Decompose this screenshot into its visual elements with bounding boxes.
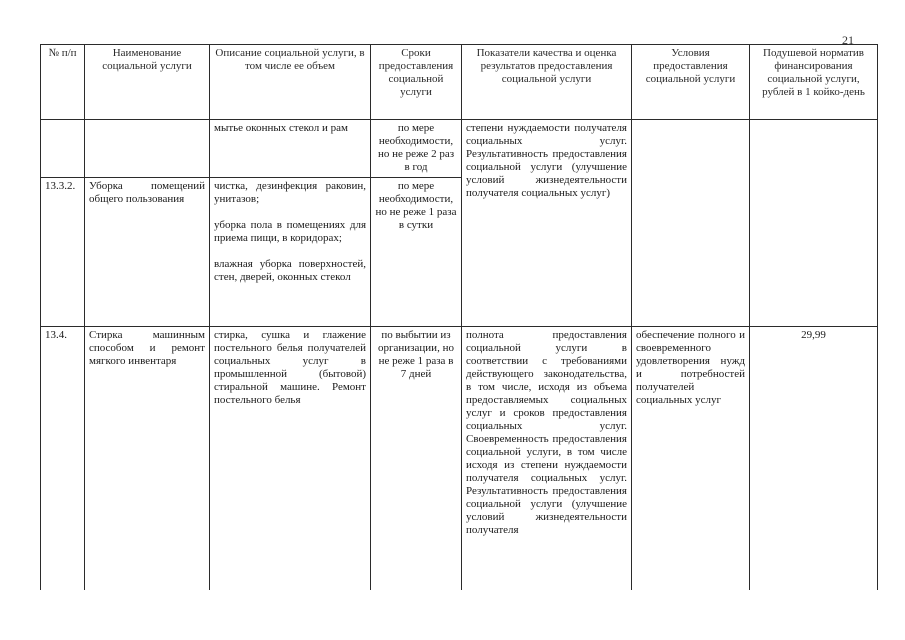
cell-description (210, 327, 371, 591)
cell-conditions (632, 120, 750, 327)
cell-service-name: Уборка помещений общего пользования (85, 178, 210, 327)
header-description: Описание социальной услуги, в том числе ее объем (210, 45, 371, 120)
cell-number: 13.4. (41, 327, 85, 591)
cell-terms: по мере необходимости, но не реже 2 раз в год (371, 120, 462, 178)
description-item: влажная уборка поверхностей, стен, дверей, оконных стекол (214, 258, 366, 283)
cell-service-name: Стирка машинным способом и ремонт мягкого инвентаря (85, 327, 210, 591)
services-table (40, 44, 878, 590)
page-number: 21 (842, 33, 854, 47)
cell-conditions: обеспечение полного и своевременного удовлетворения нужд и потребностей получателей социальных услуг (632, 327, 750, 591)
cell-terms: по выбытии из организации, но не реже 1 раза в 7 дней (371, 327, 462, 591)
header-terms: Сроки предоставления социальной услуги (371, 45, 462, 120)
table-row (41, 327, 878, 591)
description-item: стирка, сушка и глажение постельного белья получателей социальных услуг в промышленной (бытовой) стиральной машине. Ремонт постельного белья (214, 329, 366, 406)
header-service-name: Наименование социальной услуги (85, 45, 210, 120)
cell-service-name (85, 120, 210, 178)
cell-quality: степени нуждаемости получателя социальных услуг. Результативность предоставления социальной услуги (улучшение условий жизнедеятельности получателя социальных услуг) (462, 120, 632, 327)
header-quality: Показатели качества и оценка результатов предоставления социальной услуги (462, 45, 632, 120)
cell-quality: полнота предоставления социальной услуги в соответствии с требованиями действующего законодательства, в том числе, исходя из объема предоставляемых социальных услуг и сроков предоставления социальных услуг. Своевременность предоставления социальной услуги, в том числе исходя из степени нуждаемости получателя социальных услуг. Результативность предоставления социальной услуги (улучшение условий жизнедеятельности получателя (462, 327, 632, 591)
description-item: мытье оконных стекол и рам (214, 122, 348, 134)
table-header-row (41, 45, 878, 120)
header-norm: Подушевой норматив финансирования социальной услуги, рублей в 1 койко-день (750, 45, 878, 120)
cell-terms: по мере необходимости, но не реже 1 раза в сутки (371, 178, 462, 327)
description-item: чистка, дезинфекция раковин, унитазов; (214, 180, 366, 205)
table-row (41, 120, 878, 178)
cell-number: 13.3.2. (41, 178, 85, 327)
cell-number (41, 120, 85, 178)
cell-description (210, 120, 371, 178)
header-conditions: Условия предоставления социальной услуги (632, 45, 750, 120)
cell-norm: 29,99 (750, 327, 878, 591)
description-item: уборка пола в помещениях для приема пищи, в коридорах; (214, 219, 366, 244)
cell-norm (750, 120, 878, 327)
cell-description (210, 178, 371, 327)
header-number: № п/п (41, 45, 85, 120)
